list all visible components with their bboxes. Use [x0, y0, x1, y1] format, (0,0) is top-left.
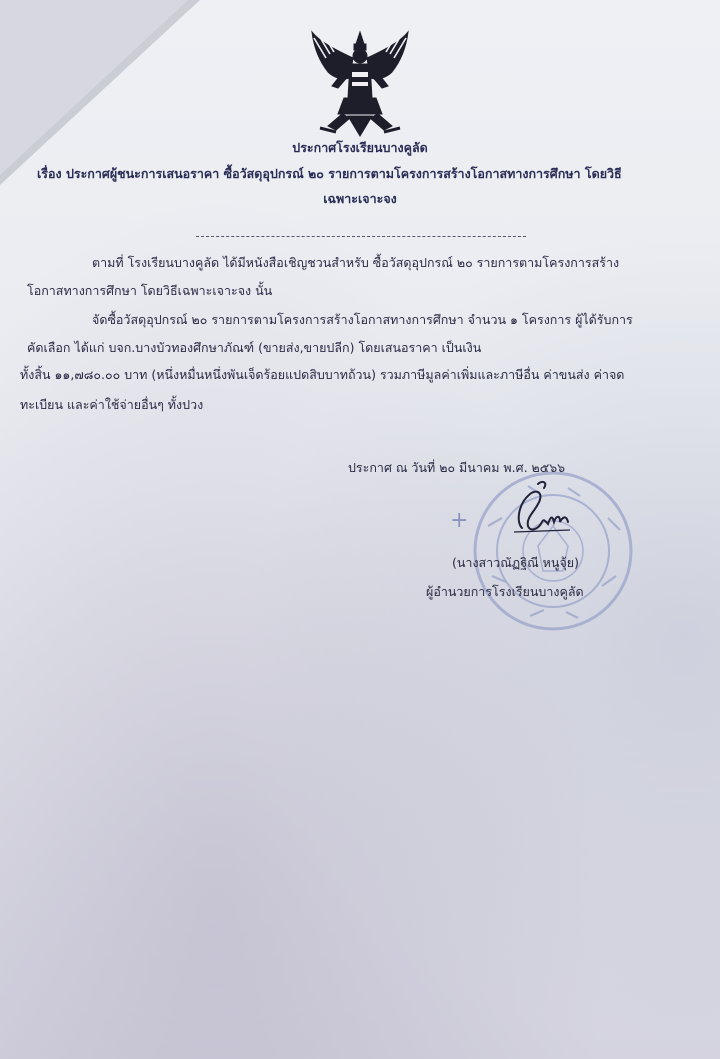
paragraph2-line4: ทะเบียน และค่าใช้จ่ายอื่นๆ ทั้งปวง — [20, 397, 204, 412]
subject-line-2: เฉพาะเจาะจง — [323, 191, 397, 206]
announcement-date: ประกาศ ณ วันที่ ๒๐ มีนาคม พ.ศ. ๒๕๖๖ — [348, 460, 566, 475]
announcement-title: ประกาศโรงเรียนบางคูลัด — [292, 140, 428, 155]
signer-name: (นางสาวณัฏฐิณี หนูจุ้ย) — [452, 555, 579, 570]
paragraph2-line1: จัดซื้อวัสดุอุปกรณ์ ๒๐ รายการตามโครงการสร้างโอกาสทางการศึกษา จำนวน ๑ โครงการ ผู้ได้รับการ — [92, 312, 633, 327]
paragraph1-line1: ตามที่ โรงเรียนบางคูลัด ได้มีหนังสือเชิญชวนสำหรับ ซื้อวัสดุอุปกรณ์ ๒๐ รายการตามโครงการสร้าง — [92, 255, 620, 270]
subject-line-1: เรื่อง ประกาศผู้ชนะการเสนอราคา ซื้อวัสดุอุปกรณ์ ๒๐ รายการตามโครงการสร้างโอกาสทางการศึกษา โดยวิธี — [37, 166, 622, 181]
handwritten-signature — [508, 478, 576, 538]
paragraph2-line2: คัดเลือก ได้แก่ บจก.บางบัวทองศึกษาภัณฑ์ (ขายส่ง,ขายปลีก) โดยเสนอราคา เป็นเงิน — [27, 340, 482, 355]
garuda-emblem-icon — [306, 28, 414, 140]
paragraph2-line3: ทั้งสิ้น ๑๑,๗๘๐.๐๐ บาท (หนึ่งหมื่นหนึ่งพันเจ็ดร้อยแปดสิบบาทถ้วน) รวมภาษีมูลค่าเพิ่มและภาษีอื่น ค่าขนส่ง ค่าจด — [20, 367, 625, 382]
divider-rule — [196, 236, 526, 237]
paragraph1-line2: โอกาสทางการศึกษา โดยวิธีเฉพาะเจาะจง นั้น — [27, 283, 273, 298]
signer-position: ผู้อำนวยการโรงเรียนบางคูลัด — [426, 584, 584, 599]
plus-mark-icon: + — [450, 508, 469, 533]
